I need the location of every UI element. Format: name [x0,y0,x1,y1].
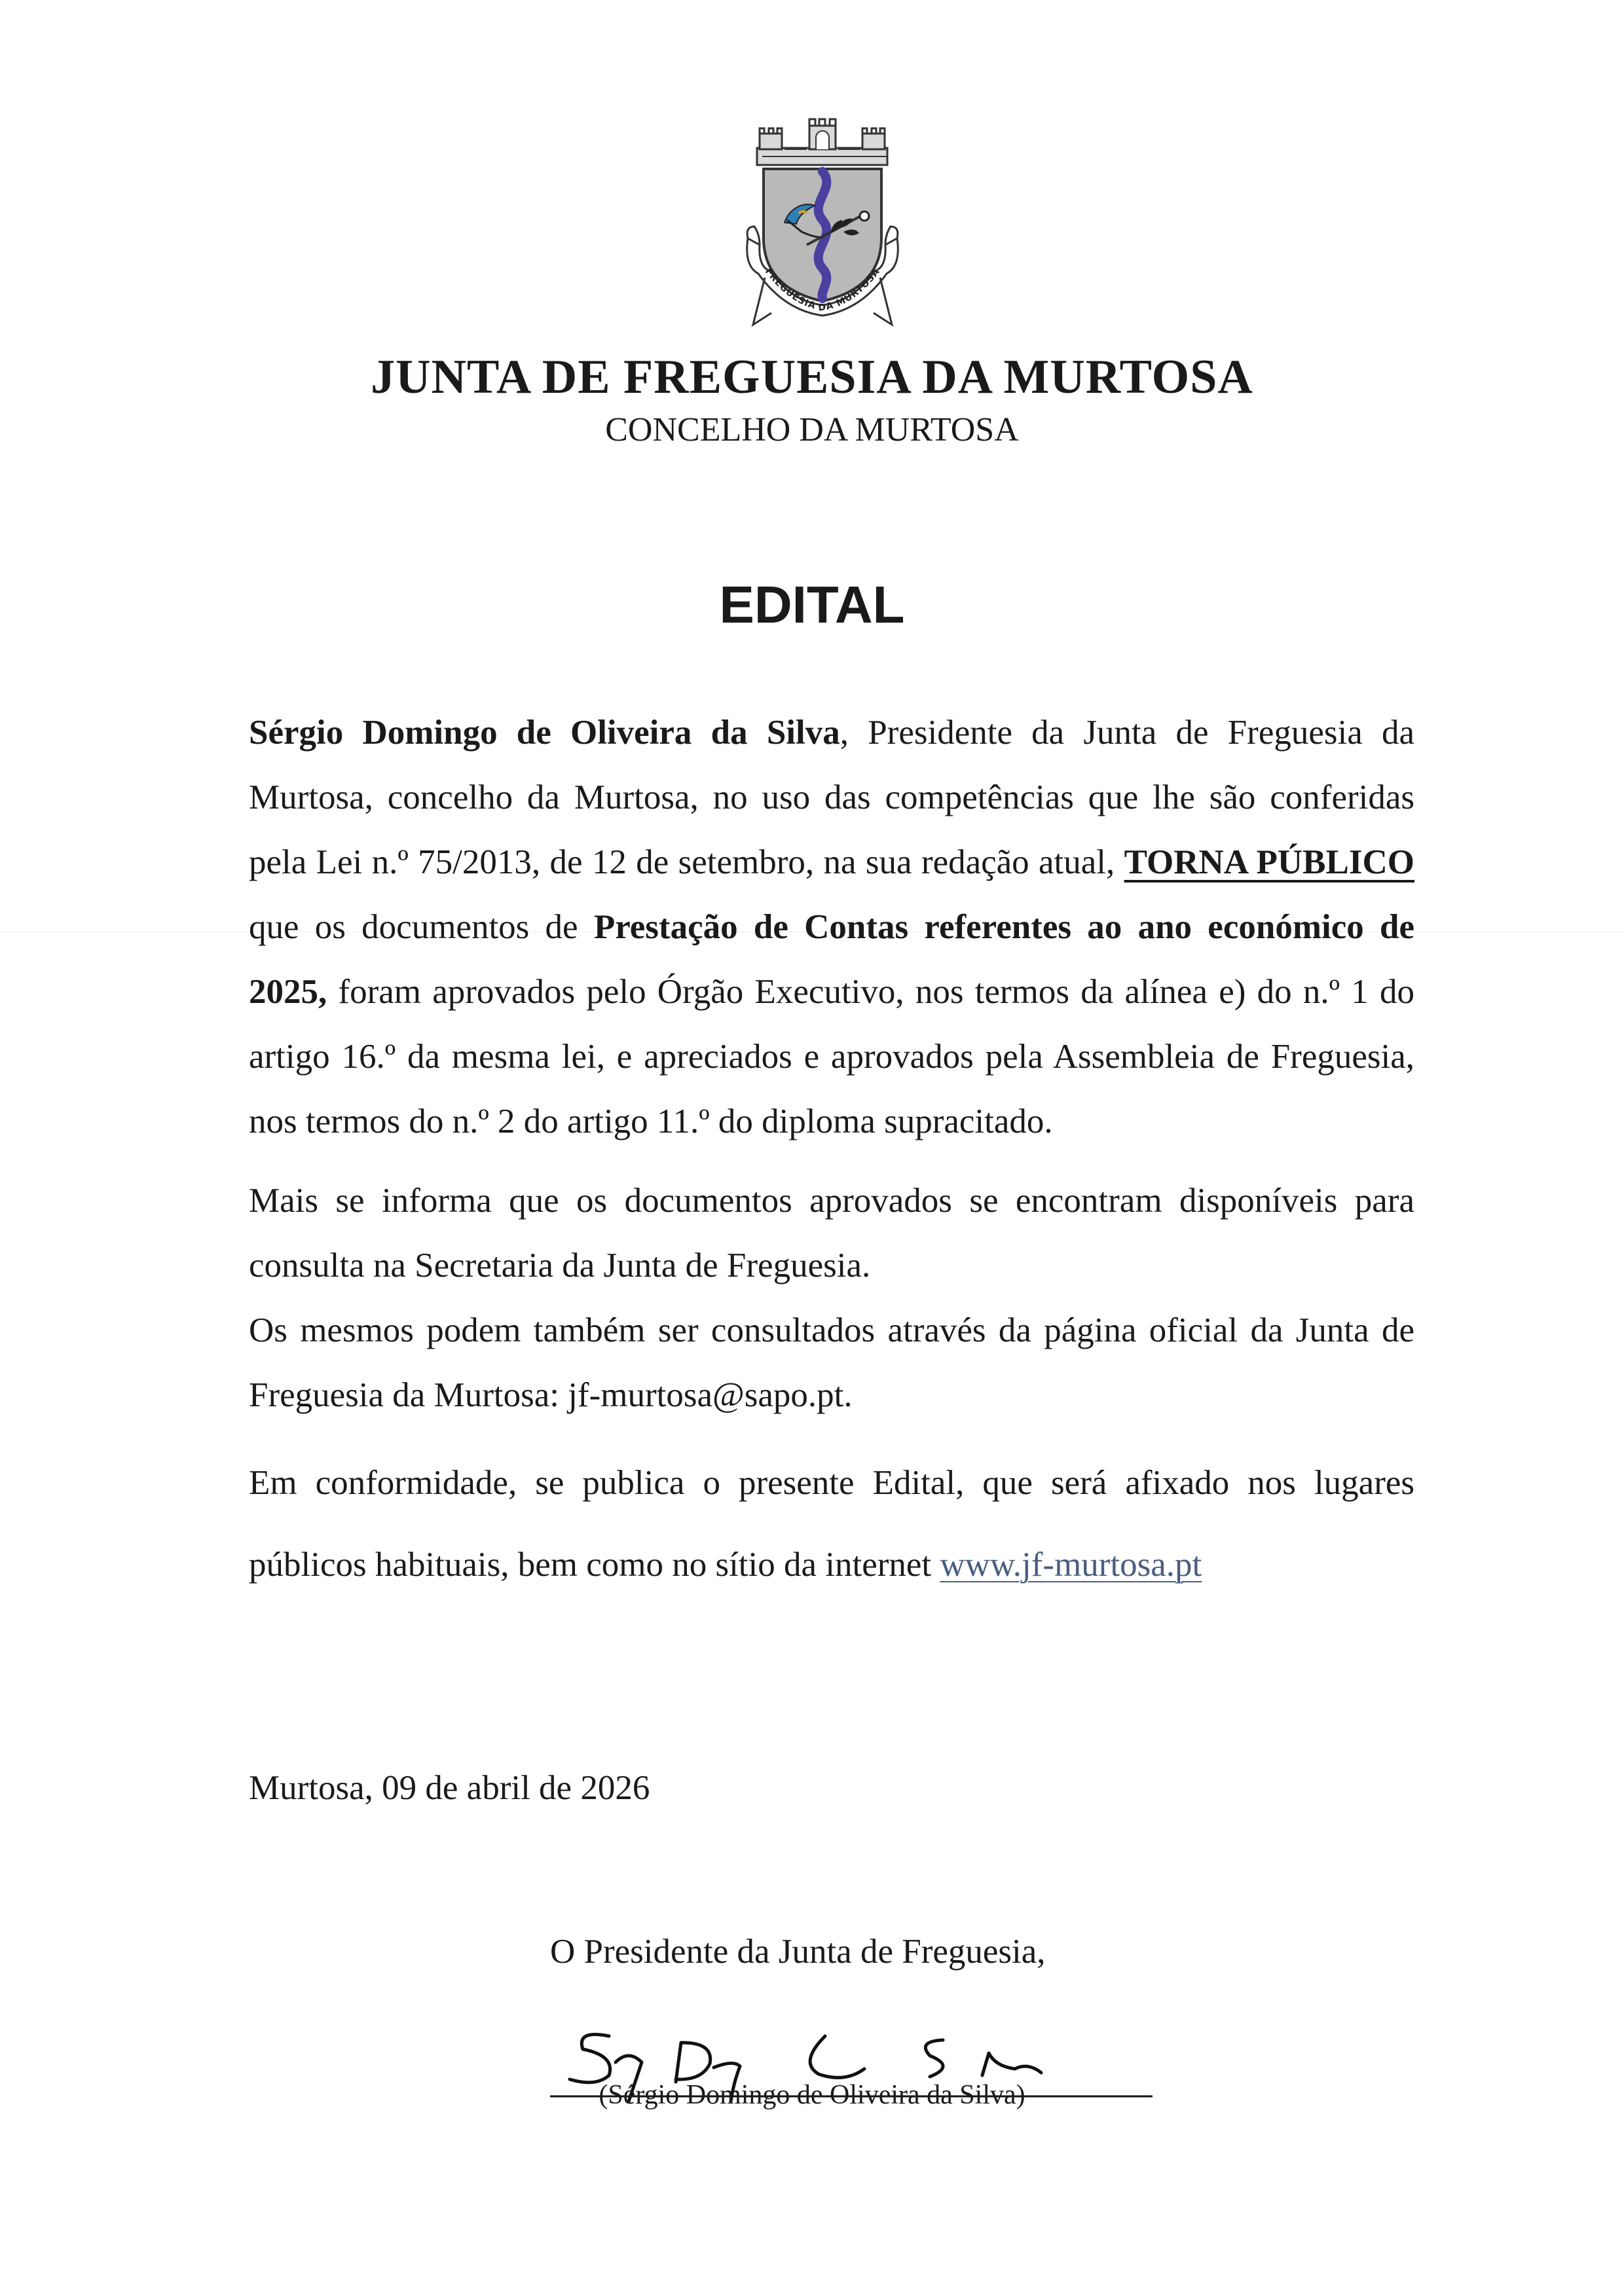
website-link[interactable]: www.jf-murtosa.pt [940,1546,1202,1584]
paragraph-announcement [249,701,1414,1154]
paragraph-availability: Mais se informa que os documentos aprovados se encontram disponíveis para consulta na Secretaria da Junta de Freguesia. [249,1182,1414,1285]
subject-bold: Prestação de Contas referentes ao ano económico de 2025, [249,908,1414,1011]
paragraph-online: Os mesmos podem também ser consultados através da página oficial da Junta de Freguesia da Murtosa: jf-murtosa@sapo.pt. [249,1311,1414,1414]
organization-subtitle: CONCELHO DA MURTOSA [605,411,1019,448]
document-title: EDITAL [719,575,905,634]
crest-motto: FREGUESIA DA MURTOSA [762,266,883,314]
document-body [249,701,1414,1606]
signatory-name: (Sérgio Domingo de Oliveira da Silva) [599,2080,1025,2110]
paragraph-publication [249,1442,1414,1606]
coat-of-arms-icon [739,117,906,333]
paragraph-text: que os documentos de [249,908,594,946]
president-name-bold: Sérgio Domingo de Oliveira da Silva [249,714,840,752]
organization-name: JUNTA DE FREGUESIA DA MURTOSA [371,350,1253,404]
torna-publico: TORNA PÚBLICO [1124,843,1414,881]
signatory-role: O Presidente da Junta de Freguesia, [550,1933,1046,1971]
document-date: Murtosa, 09 de abril de 2026 [249,1769,650,1807]
paragraph-text: , Presidente da Junta de Freguesia da Murtosa, concelho da Murtosa, no uso das competências que lhe são conferidas pela Lei n.º 75/2013, de 12 de setembro, na sua redação atual, [249,714,1414,881]
paragraph-text: Em conformidade, se publica o presente Edital, que será afixado nos lugares públicos habituais, bem como no sítio da internet [249,1464,1414,1584]
paragraph-text: foram aprovados pelo Órgão Executivo, nos termos da alínea e) do n.º 1 do artigo 16.º da mesma lei, e apreciados e aprovados pela Assembleia de Freguesia, nos termos do n.º 2 do artigo 11.º do diploma supracitado. [249,973,1414,1140]
